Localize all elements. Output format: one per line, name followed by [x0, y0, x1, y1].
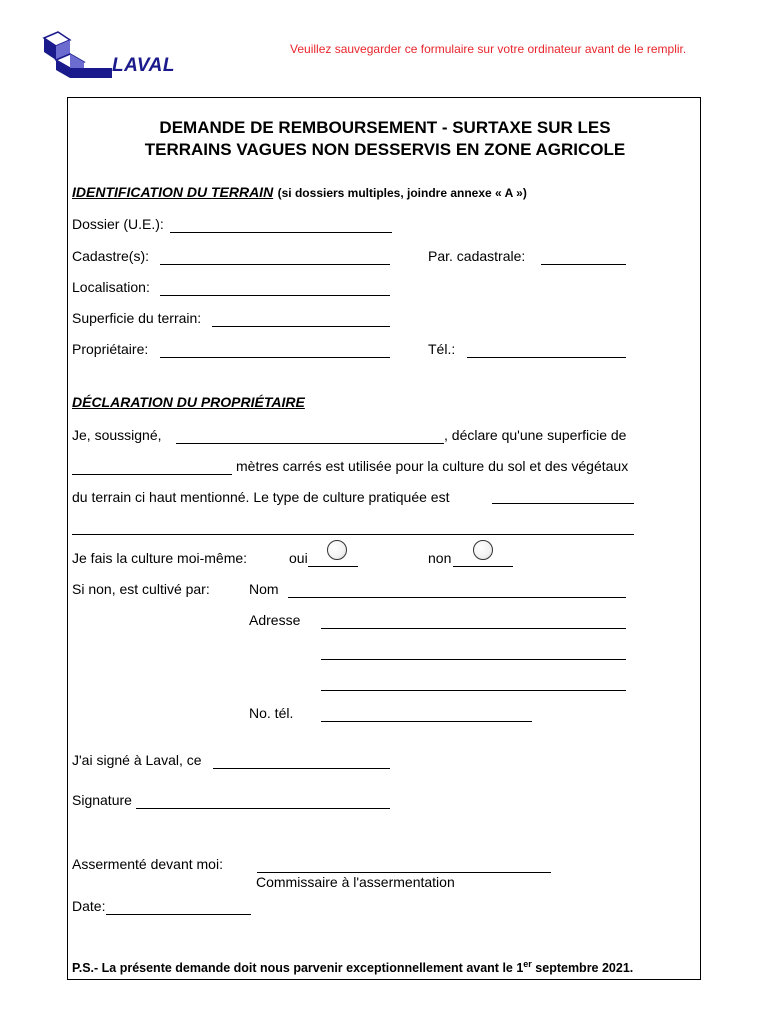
ps-text-after: septembre 2021. [531, 961, 634, 976]
date-label: Date: [72, 898, 106, 914]
tel-label: Tél.: [428, 341, 456, 357]
signed-label: J'ai signé à Laval, ce [72, 752, 202, 768]
par-cadastrale-field[interactable] [541, 264, 626, 265]
localisation-field[interactable] [160, 295, 390, 296]
non-underline [453, 566, 513, 567]
oui-label: oui [289, 550, 308, 566]
no-tel-field[interactable] [321, 721, 532, 722]
nom-field[interactable] [288, 597, 626, 598]
sworn-label: Assermenté devant moi: [72, 856, 223, 872]
signature-label: Signature [72, 792, 132, 808]
declaration-line2-end: mètres carrés est utilisée pour la culture du sol et des végétaux [236, 458, 629, 474]
localisation-label: Localisation: [72, 279, 150, 295]
declarant-name-field[interactable] [176, 443, 444, 444]
nom-label: Nom [249, 581, 279, 597]
identification-header [72, 184, 527, 202]
adresse-field-line1[interactable] [321, 628, 626, 629]
save-notice: Veuillez sauvegarder ce formulaire sur votre ordinateur avant de le remplir. [290, 42, 687, 56]
oui-underline [308, 566, 358, 567]
tel-field[interactable] [467, 357, 626, 358]
culture-type-field-line2[interactable] [72, 534, 634, 535]
identification-note: (si dossiers multiples, joindre annexe « A ») [277, 186, 527, 200]
commissioner-label: Commissaire à l'assermentation [256, 874, 455, 890]
proprietaire-field[interactable] [160, 357, 390, 358]
par-cadastrale-label: Par. cadastrale: [428, 248, 526, 264]
form-title-line2: TERRAINS VAGUES NON DESSERVIS EN ZONE AGRICOLE [144, 140, 626, 159]
adresse-field-line3[interactable] [321, 690, 626, 691]
identification-heading: IDENTIFICATION DU TERRAIN [72, 184, 274, 200]
no-tel-label: No. tél. [249, 705, 294, 721]
date-field[interactable] [106, 914, 251, 915]
oui-radio[interactable] [327, 540, 347, 560]
self-culture-label: Je fais la culture moi-même: [72, 550, 248, 566]
form-title-line1: DEMANDE DE REMBOURSEMENT - SURTAXE SUR LES [159, 118, 611, 137]
area-sqm-field[interactable] [72, 474, 232, 475]
cadastre-field[interactable] [160, 264, 390, 265]
declaration-line1-start: Je, soussigné, [72, 427, 162, 443]
ps-note [72, 959, 633, 975]
ps-superscript: er [523, 959, 532, 969]
proprietaire-label: Propriétaire: [72, 341, 149, 357]
declaration-line1-end: , déclare qu'une superficie de [444, 427, 627, 443]
non-label: non [428, 550, 452, 566]
culture-type-field[interactable] [492, 503, 634, 504]
signature-field[interactable] [136, 808, 390, 809]
non-radio[interactable] [473, 540, 493, 560]
adresse-field-line2[interactable] [321, 659, 626, 660]
dossier-field[interactable] [170, 232, 392, 233]
cultivated-by-label: Si non, est cultivé par: [72, 581, 210, 597]
cadastre-label: Cadastre(s): [72, 248, 150, 264]
adresse-label: Adresse [249, 612, 301, 628]
laval-logo-text: LAVAL [112, 55, 176, 76]
dossier-label: Dossier (U.E.): [72, 216, 164, 232]
signed-date-field[interactable] [213, 768, 390, 769]
superficie-field[interactable] [212, 326, 390, 327]
superficie-label: Superficie du terrain: [72, 310, 202, 326]
commissioner-signature-field[interactable] [257, 872, 551, 873]
declaration-line3: du terrain ci haut mentionné. Le type de culture pratiquée est [72, 489, 450, 505]
declaration-heading: DÉCLARATION DU PROPRIÉTAIRE [72, 394, 305, 410]
ps-text-before: P.S.- La présente demande doit nous parvenir exceptionnellement avant le 1 [72, 961, 524, 976]
